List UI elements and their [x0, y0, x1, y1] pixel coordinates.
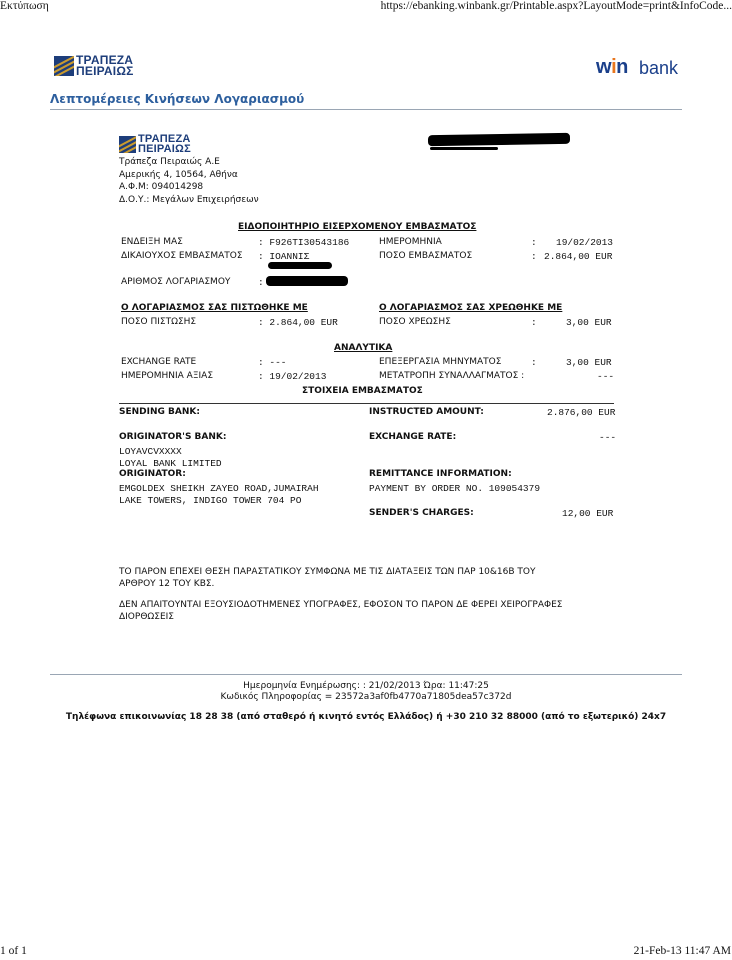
- footer-divider: [50, 674, 682, 675]
- notice-date-value: 19/02/2013: [556, 237, 614, 248]
- piraeus-flag-small-icon: [119, 136, 136, 153]
- value-date-label: ΗΜΕΡΟΜΗΝΙΑ ΑΞΙΑΣ: [121, 371, 214, 381]
- print-url: https://ebanking.winbank.gr/Printable.aspx?LayoutMode=print&InfoCode...: [380, 0, 732, 12]
- beneficiary-value: : ΙΟΑΝΝΙΣ: [258, 251, 310, 262]
- conversion-label: ΜΕΤΑΤΡΟΠΗ ΣΥΝΑΛΛΑΓΜΑΤΟΣ :: [379, 371, 525, 381]
- remittance-info-label: REMITTANCE INFORMATION:: [369, 469, 512, 479]
- debit-amount-label: ΠΟΣΟ ΧΡΕΩΣΗΣ: [379, 317, 451, 327]
- contact-phones: Τηλέφωνα επικοινωνίας 18 28 38 (από σταθερό ή κινητό εντός Ελλάδος) ή +30 210 32 88000 (από το εξωτερικό) 24x7: [65, 712, 667, 722]
- redacted-recipient-2: [430, 147, 498, 150]
- amount-value: 2.864,00 EUR: [544, 251, 613, 262]
- processing-label: ΕΠΕΞΕΡΓΑΣΙΑ ΜΗΝΥΜΑΤΟΣ: [379, 357, 502, 367]
- processing-value: 3,00 EUR: [566, 357, 612, 368]
- our-ref-value: : F926TI30543186: [258, 237, 350, 248]
- notice-title: ΕΙΔΟΠΟΙΗΤΗΡΙΟ ΕΙΣΕΡΧΟΜΕΝΟΥ ΕΜΒΑΣΜΑΤΟΣ: [238, 222, 477, 232]
- senders-charges-label: SENDER'S CHARGES:: [369, 508, 474, 518]
- our-ref-label: ΕΝΔΕΙΞΗ ΜΑΣ: [121, 237, 183, 247]
- print-datetime: 21-Feb-13 11:47 AM: [633, 945, 731, 957]
- sending-bank-label: SENDING BANK:: [119, 407, 200, 417]
- instructed-amount-value: 2.876,00 EUR: [547, 407, 616, 418]
- remittance-info-value: PAYMENT BY ORDER NO. 109054379: [369, 483, 541, 494]
- redacted-surname: [268, 262, 332, 269]
- print-page-title: Εκτύπωση: [0, 0, 49, 12]
- senders-charges-value: 12,00 EUR: [562, 508, 614, 519]
- credit-amount-label: ΠΟΣΟ ΠΙΣΤΩΣΗΣ: [121, 317, 197, 327]
- redacted-recipient: [428, 133, 570, 146]
- logo-line-1: ΤΡΑΠΕΖΑ: [76, 53, 134, 67]
- credit-amount-value: : 2.864,00 EUR: [258, 317, 338, 328]
- debit-amount-value: 3,00 EUR: [566, 317, 612, 328]
- exchange-rate-value: : ---: [258, 357, 287, 368]
- piraeus-flag-icon: [54, 56, 74, 76]
- debited-title: Ο ΛΟΓΑΡΙΑΣΜΟΣ ΣΑΣ ΧΡΕΩΘΗΚΕ ΜΕ: [379, 303, 563, 313]
- account-label: ΑΡΙΘΜΟΣ ΛΟΓΑΡΙΑΣΜΟΥ: [121, 277, 231, 287]
- conversion-value: ---: [597, 371, 615, 382]
- redacted-account: [266, 276, 348, 286]
- remit-exchange-rate-value: ---: [599, 432, 617, 443]
- title-divider: [50, 109, 682, 110]
- notice-date-label: ΗΜΕΡΟΜΗΝΙΑ: [379, 237, 442, 247]
- print-page-number: 1 of 1: [0, 945, 27, 957]
- remit-exchange-rate-label: EXCHANGE RATE:: [369, 432, 457, 442]
- credited-title: Ο ΛΟΓΑΡΙΑΣΜΟΣ ΣΑΣ ΠΙΣΤΩΘΗΚΕ ΜΕ: [121, 303, 308, 313]
- issuer-address: Τράπεζα Πειραιώς Α.Ε Αμερικής 4, 10564, Αθήνα Α.Φ.Μ: 094014298 Δ.Ο.Υ.: Μεγάλων Επιχειρήσεων: [119, 157, 259, 205]
- originator-label: ORIGINATOR:: [119, 469, 186, 479]
- remittance-divider: [119, 403, 614, 404]
- amount-label: ΠΟΣΟ ΕΜΒΑΣΜΑΤΟΣ: [379, 251, 473, 261]
- legal-paragraph-1: ΤΟ ΠΑΡΟΝ ΕΠΕΧΕΙ ΘΕΣΗ ΠΑΡΑΣΤΑΤΙΚΟΥ ΣΥΜΦΩΝΑ ΜΕ ΤΙΣ ΔΙΑΤΑΞΕΙΣ ΤΩΝ ΠΑΡ 10&16Β ΤΟΥ ΑΡΘΡΟΥ 12 ΤΟΥ ΚΒΣ.: [119, 567, 536, 589]
- beneficiary-label: ΔΙΚΑΙΟΥΧΟΣ ΕΜΒΑΣΜΑΤΟΣ: [121, 251, 243, 261]
- legal-paragraph-2: ΔΕΝ ΑΠΑΙΤΟΥΝΤΑΙ ΕΞΟΥΣΙΟΔΟΤΗΜΕΝΕΣ ΥΠΟΓΡΑΦΕΣ, ΕΦΟΣΟΝ ΤΟ ΠΑΡΟΝ ΔΕ ΦΕΡΕΙ ΧΕΙΡΟΓΡΑΦΕΣ ΔΙΟΡΘΩΣΕΙΣ: [119, 600, 563, 622]
- originator-value: EMGOLDEX SHEIKH ZAYEO ROAD,JUMAIRAH LAKE TOWERS, INDIGO TOWER 704 PO: [119, 483, 319, 506]
- originators-bank-label: ORIGINATOR'S BANK:: [119, 432, 227, 442]
- details-title: ΑΝΑΛΥΤΙΚΑ: [334, 343, 393, 353]
- logo-line-2: ΠΕΙΡΑΙΩΣ: [76, 64, 134, 78]
- instructed-amount-label: INSTRUCTED AMOUNT:: [369, 407, 484, 417]
- exchange-rate-label: EXCHANGE RATE: [121, 357, 197, 367]
- account-value: :: [258, 277, 264, 288]
- remittance-title: ΣΤΟΙΧΕΙΑ ΕΜΒΑΣΜΑΤΟΣ: [302, 386, 423, 396]
- originators-bank-value: LOYAVCVXXXX LOYAL BANK LIMITED: [119, 446, 222, 469]
- updated-timestamp: Ημερομηνία Ενημέρωσης: : 21/02/2013 Ώρα: 11:47:25: [243, 681, 489, 691]
- page-title: Λεπτομέρειες Κινήσεων Λογαριασμού: [50, 92, 305, 106]
- value-date-value: : 19/02/2013: [258, 371, 327, 382]
- info-code: Κωδικός Πληροφορίας = 23572a3af0fb4770a71805dea57c372d: [220, 692, 512, 702]
